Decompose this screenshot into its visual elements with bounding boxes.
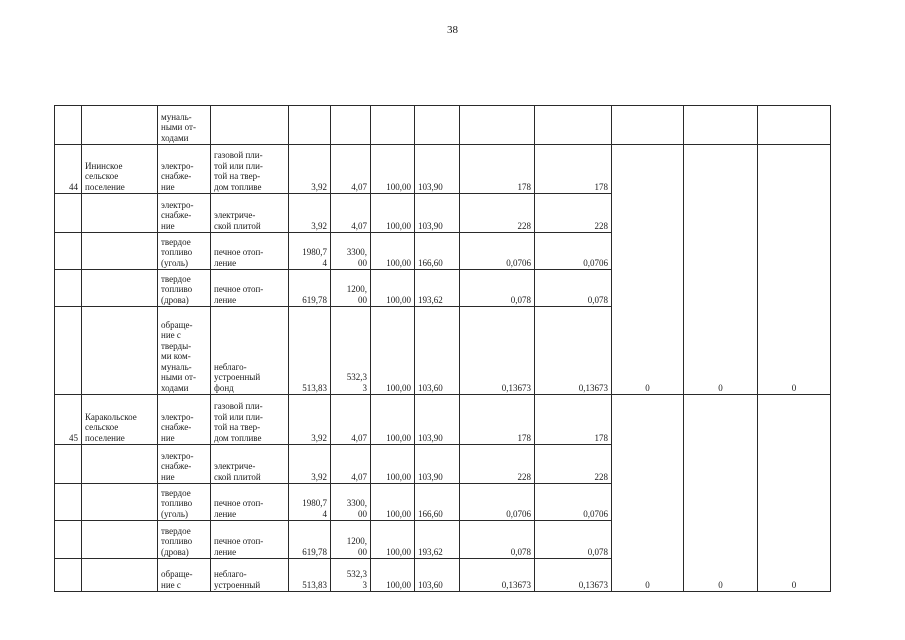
cell-value: 100,00 [371, 145, 415, 194]
cell-value: 100,00 [371, 307, 415, 395]
cell-value: 0,078 [460, 270, 535, 307]
cell-service: твердое топливо (уголь) [158, 484, 211, 521]
cell-value: 103,90 [415, 194, 460, 233]
cell-service: обраще- ние с [158, 559, 211, 592]
cell-value: 193,62 [415, 270, 460, 307]
cell-value: 532,3 3 [331, 559, 371, 592]
cell-value: 3,92 [289, 395, 331, 445]
cell-value [612, 106, 684, 145]
page-number: 38 [447, 24, 458, 36]
cell-num [55, 194, 82, 233]
cell-housing-type: неблаго- устроенный [211, 559, 289, 592]
cell-value: 619,78 [289, 270, 331, 307]
zero-cell: 0 [758, 395, 831, 592]
cell-value: 100,00 [371, 521, 415, 559]
cell-settlement [82, 559, 158, 592]
cell-value: 3,92 [289, 145, 331, 194]
cell-value: 619,78 [289, 521, 331, 559]
cell-value: 4,07 [331, 194, 371, 233]
zero-cell: 0 [758, 145, 831, 395]
cell-value: 513,83 [289, 307, 331, 395]
cell-housing-type: печное отоп- ление [211, 521, 289, 559]
zero-cell: 0 [612, 395, 684, 592]
cell-value: 100,00 [371, 194, 415, 233]
cell-value [460, 106, 535, 145]
cell-value: 228 [535, 194, 612, 233]
cell-value: 100,00 [371, 559, 415, 592]
cell-num [55, 270, 82, 307]
cell-value: 228 [460, 194, 535, 233]
zero-cell: 0 [684, 395, 758, 592]
cell-num [55, 559, 82, 592]
cell-value: 1200, 00 [331, 270, 371, 307]
cell-value [415, 106, 460, 145]
cell-housing-type: печное отоп- ление [211, 270, 289, 307]
cell-housing-type: газовой пли- той или пли- той на твер- дом топливе [211, 145, 289, 194]
tariff-table [54, 105, 831, 592]
cell-service: электро- снабже- ние [158, 145, 211, 194]
zero-cell: 0 [684, 145, 758, 395]
cell-value: 103,90 [415, 445, 460, 484]
cell-settlement [82, 106, 158, 145]
cell-value: 166,60 [415, 233, 460, 270]
table-row [55, 145, 831, 194]
cell-service: твердое топливо (дрова) [158, 521, 211, 559]
cell-value: 0,13673 [460, 307, 535, 395]
cell-value: 0,078 [460, 521, 535, 559]
cell-settlement [82, 307, 158, 395]
cell-value: 100,00 [371, 484, 415, 521]
cell-num [55, 445, 82, 484]
cell-num [55, 521, 82, 559]
cell-housing-type: печное отоп- ление [211, 233, 289, 270]
cell-housing-type: электриче- ской плитой [211, 194, 289, 233]
cell-value: 178 [460, 395, 535, 445]
cell-service: твердое топливо (дрова) [158, 270, 211, 307]
cell-value: 513,83 [289, 559, 331, 592]
cell-service: электро- снабже- ние [158, 445, 211, 484]
cell-service: электро- снабже- ние [158, 194, 211, 233]
cell-value: 0,078 [535, 270, 612, 307]
cell-value: 0,0706 [535, 484, 612, 521]
cell-service: электро- снабже- ние [158, 395, 211, 445]
cell-value: 1200, 00 [331, 521, 371, 559]
cell-value: 4,07 [331, 395, 371, 445]
settlement-name: Ининское сельское поселение [82, 145, 158, 194]
cell-value: 228 [535, 445, 612, 484]
cell-value: 103,60 [415, 307, 460, 395]
table-row [55, 106, 831, 145]
cell-value: 0,0706 [460, 233, 535, 270]
cell-value [331, 106, 371, 145]
cell-housing-type: печное отоп- ление [211, 484, 289, 521]
cell-value [758, 106, 831, 145]
settlement-name: Каракольское сельское поселение [82, 395, 158, 445]
cell-num [55, 106, 82, 145]
cell-value: 100,00 [371, 270, 415, 307]
cell-value: 532,3 3 [331, 307, 371, 395]
cell-value: 178 [460, 145, 535, 194]
cell-value: 1980,7 4 [289, 233, 331, 270]
cell-value: 3300, 00 [331, 484, 371, 521]
cell-value: 1980,7 4 [289, 484, 331, 521]
cell-value: 0,078 [535, 521, 612, 559]
cell-value: 103,90 [415, 145, 460, 194]
cell-value: 100,00 [371, 395, 415, 445]
cell-value: 0,13673 [535, 559, 612, 592]
cell-value: 4,07 [331, 445, 371, 484]
cell-service: обраще- ние с тверды- ми ком- муналь- ными от- ходами [158, 307, 211, 395]
cell-value: 228 [460, 445, 535, 484]
cell-value: 0,13673 [535, 307, 612, 395]
cell-settlement [82, 270, 158, 307]
table-row [55, 395, 831, 445]
cell-housing-type: газовой пли- той или пли- той на твер- дом топливе [211, 395, 289, 445]
cell-settlement [82, 521, 158, 559]
cell-service: твердое топливо (уголь) [158, 233, 211, 270]
cell-service: муналь- ными от- ходами [158, 106, 211, 145]
cell-value [535, 106, 612, 145]
cell-value: 0,0706 [535, 233, 612, 270]
settlement-number: 45 [55, 395, 82, 445]
cell-value: 103,90 [415, 395, 460, 445]
cell-value: 193,62 [415, 521, 460, 559]
cell-settlement [82, 233, 158, 270]
cell-value [371, 106, 415, 145]
cell-value: 100,00 [371, 233, 415, 270]
cell-value: 178 [535, 395, 612, 445]
cell-settlement [82, 484, 158, 521]
cell-value: 3,92 [289, 445, 331, 484]
cell-value: 0,13673 [460, 559, 535, 592]
cell-housing-type [211, 106, 289, 145]
cell-value: 3300, 00 [331, 233, 371, 270]
cell-value: 100,00 [371, 445, 415, 484]
settlement-number: 44 [55, 145, 82, 194]
cell-value: 103,60 [415, 559, 460, 592]
cell-num [55, 307, 82, 395]
cell-value [684, 106, 758, 145]
cell-num [55, 233, 82, 270]
zero-cell: 0 [612, 145, 684, 395]
cell-value: 0,0706 [460, 484, 535, 521]
cell-settlement [82, 194, 158, 233]
cell-value: 166,60 [415, 484, 460, 521]
cell-value [289, 106, 331, 145]
cell-housing-type: неблаго- устроенный фонд [211, 307, 289, 395]
cell-value: 3,92 [289, 194, 331, 233]
cell-value: 4,07 [331, 145, 371, 194]
cell-settlement [82, 445, 158, 484]
cell-num [55, 484, 82, 521]
cell-value: 178 [535, 145, 612, 194]
cell-housing-type: электриче- ской плитой [211, 445, 289, 484]
